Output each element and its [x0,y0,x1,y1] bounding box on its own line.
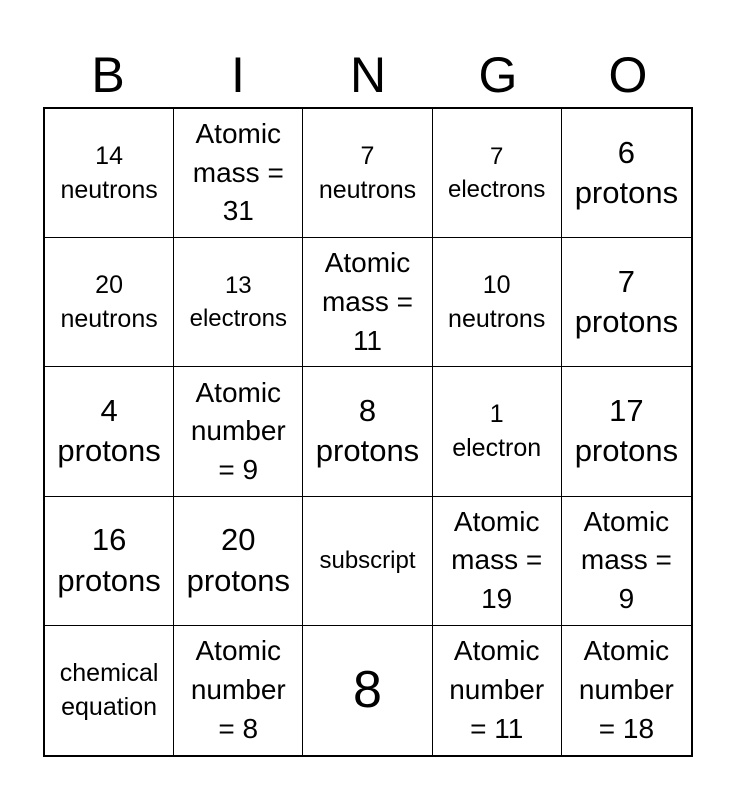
bingo-header [43,40,693,108]
bingo-cell[interactable]: 13 electrons [174,238,303,367]
bingo-cell[interactable]: Atomic number = 9 [174,367,303,496]
bingo-cell[interactable]: 7 protons [562,238,691,367]
bingo-cell[interactable]: 16 protons [45,497,174,626]
bingo-cell[interactable]: Atomic number = 8 [174,626,303,755]
bingo-cell[interactable]: Atomic mass = 19 [433,497,562,626]
bingo-cell[interactable]: 10 neutrons [433,238,562,367]
bingo-cell[interactable]: Atomic mass = 9 [562,497,691,626]
bingo-cell[interactable]: Atomic number = 11 [433,626,562,755]
header-letter-g: G [478,47,518,103]
bingo-cell[interactable]: 14 neutrons [45,109,174,238]
bingo-cell[interactable]: Atomic mass = 11 [303,238,432,367]
bingo-cell[interactable]: 20 neutrons [45,238,174,367]
header-letter-i: I [231,47,245,103]
bingo-cell[interactable]: 1 electron [433,367,562,496]
header-letter-o: O [608,47,648,103]
header-letter-b: B [91,47,125,103]
bingo-cell[interactable]: subscript [303,497,432,626]
bingo-cell[interactable]: 8 [303,626,432,755]
bingo-cell[interactable]: Atomic number = 18 [578,635,674,744]
bingo-cell[interactable]: Atomic mass = 31 [174,109,303,238]
bingo-board [43,107,693,757]
bingo-cell[interactable]: 8 protons [303,367,432,496]
bingo-cell[interactable]: 17 protons [562,367,691,496]
bingo-cell[interactable]: 6 protons [562,109,691,238]
bingo-cell[interactable]: 4 protons [45,367,174,496]
bingo-cell[interactable]: 7 electrons [433,109,562,238]
header-letter-n: N [349,47,387,103]
bingo-cell[interactable]: chemical equation [45,626,174,755]
bingo-cell[interactable]: 20 protons [174,497,303,626]
bingo-cell[interactable]: 7 neutrons [303,109,432,238]
